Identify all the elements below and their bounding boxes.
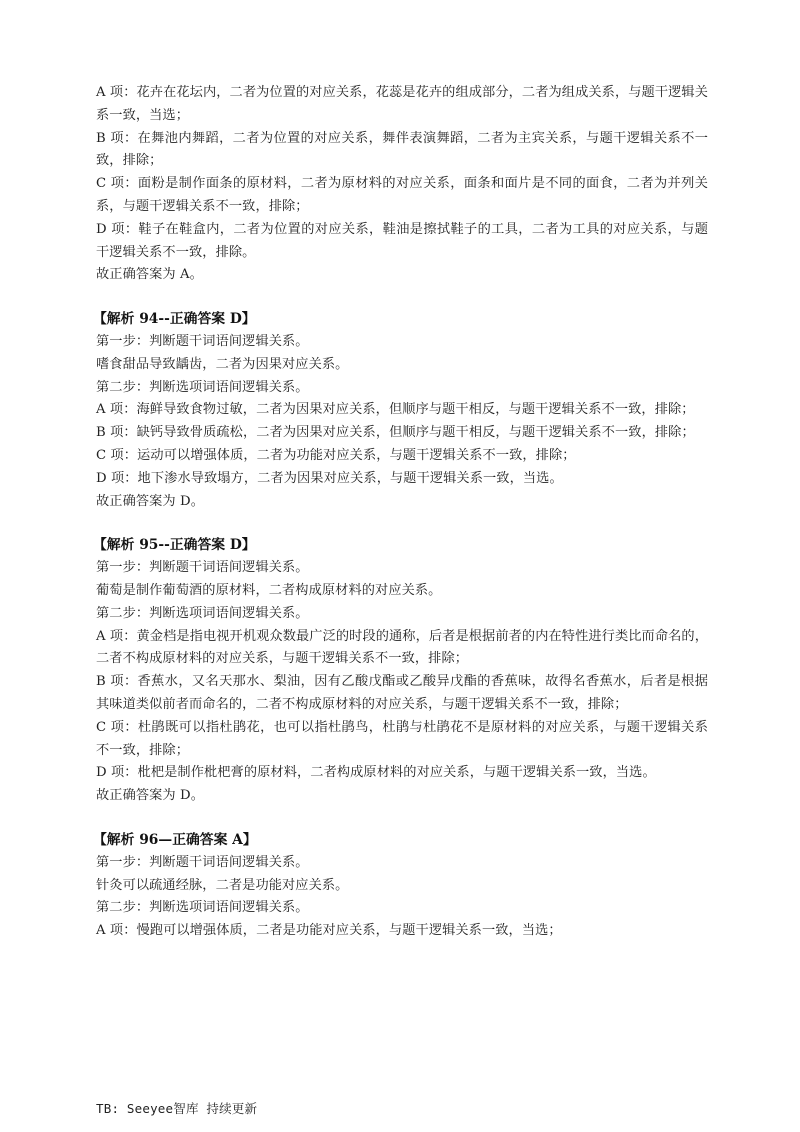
- option-d-analysis: D 项：鞋子在鞋盒内，二者为位置的对应关系，鞋油是擦拭鞋子的工具，二者为工具的对应关系，与题干逻辑关系不一致，排除。: [96, 221, 708, 260]
- option-b-analysis: B 项：缺钙导致骨质疏松，二者为因果对应关系，但顺序与题干相反，与题干逻辑关系不一致，排除；: [96, 425, 695, 441]
- step-two: 第二步：判断选项词语间逻辑关系。: [96, 605, 309, 621]
- stem-relation: 葡萄是制作葡萄酒的原材料，二者构成原材料的对应关系。: [96, 582, 442, 598]
- section-heading: 【解析 95--正确答案 D】: [93, 537, 256, 554]
- page-footer: TB: Seeyee智库 持续更新: [96, 1101, 258, 1116]
- answer-conclusion: 故正确答案为 A。: [96, 267, 203, 283]
- section-heading: 【解析 94--正确答案 D】: [93, 311, 256, 328]
- option-c-analysis: C 项：面粉是制作面条的原材料，二者为原材料的对应关系，面条和面片是不同的面食，二者为并列关系，与题干逻辑关系不一致，排除；: [96, 176, 708, 214]
- option-c-analysis: C 项：杜鹃既可以指杜鹃花，也可以指杜鹃鸟，杜鹃与杜鹃花不是原材料的对应关系，与题干逻辑关系不一致，排除；: [96, 719, 708, 758]
- stem-relation: 嗜食甜品导致龋齿，二者为因果对应关系。: [96, 356, 349, 372]
- step-one: 第一步：判断题干词语间逻辑关系。: [96, 854, 309, 870]
- option-b-analysis: B 项：香蕉水，又名天那水、梨油，因有乙酸戊酯或乙酸异戊酯的香蕉味，故得名香蕉水，后者是根据其味道类似前者而命名的，二者不构成原材料的对应关系，与题干逻辑关系不一致，排除；: [96, 674, 708, 712]
- option-a-analysis: A 项：黄金档是指电视开机观众数最广泛的时段的通称，后者是根据前者的内在特性进行类比而命名的，二者不构成原材料的对应关系，与题干逻辑关系不一致，排除；: [96, 628, 708, 667]
- answer-conclusion: 故正确答案为 D。: [96, 493, 204, 509]
- section-heading: 【解析 96—正确答案 A】: [93, 831, 257, 848]
- analysis-section-94: [93, 308, 708, 513]
- step-two: 第二步：判断选项词语间逻辑关系。: [96, 900, 309, 916]
- option-d-analysis: D 项：地下渗水导致塌方，二者为因果对应关系，与题干逻辑关系一致，当选。: [96, 470, 563, 486]
- option-d-analysis: D 项：枇杷是制作枇杷膏的原材料，二者构成原材料的对应关系，与题干逻辑关系一致，当选。: [96, 765, 656, 781]
- answer-conclusion: 故正确答案为 D。: [96, 788, 204, 804]
- option-a-analysis: A 项：花卉在花坛内，二者为位置的对应关系，花蕊是花卉的组成部分，二者为组成关系，与题干逻辑关系一致，当选；: [96, 85, 708, 123]
- analysis-section-95: [93, 534, 708, 808]
- step-one: 第一步：判断题干词语间逻辑关系。: [96, 333, 309, 349]
- previous-question-analysis: [96, 82, 708, 287]
- option-a-analysis: A 项：海鲜导致食物过敏，二者为因果对应关系，但顺序与题干相反，与题干逻辑关系不一致，排除；: [96, 402, 695, 418]
- option-b-analysis: B 项：在舞池内舞蹈，二者为位置的对应关系，舞伴表演舞蹈，二者为主宾关系，与题干逻辑关系不一致，排除；: [96, 130, 708, 169]
- step-one: 第一步：判断题干词语间逻辑关系。: [96, 560, 309, 576]
- step-two: 第二步：判断选项词语间逻辑关系。: [96, 379, 309, 395]
- analysis-section-96: [93, 829, 708, 943]
- option-a-analysis: A 项：慢跑可以增强体质，二者是功能对应关系，与题干逻辑关系一致，当选；: [96, 923, 562, 939]
- document-body: [93, 82, 708, 943]
- option-c-analysis: C 项：运动可以增强体质，二者为功能对应关系，与题干逻辑关系不一致，排除；: [96, 447, 576, 463]
- stem-relation: 针灸可以疏通经脉，二者是功能对应关系。: [96, 877, 349, 893]
